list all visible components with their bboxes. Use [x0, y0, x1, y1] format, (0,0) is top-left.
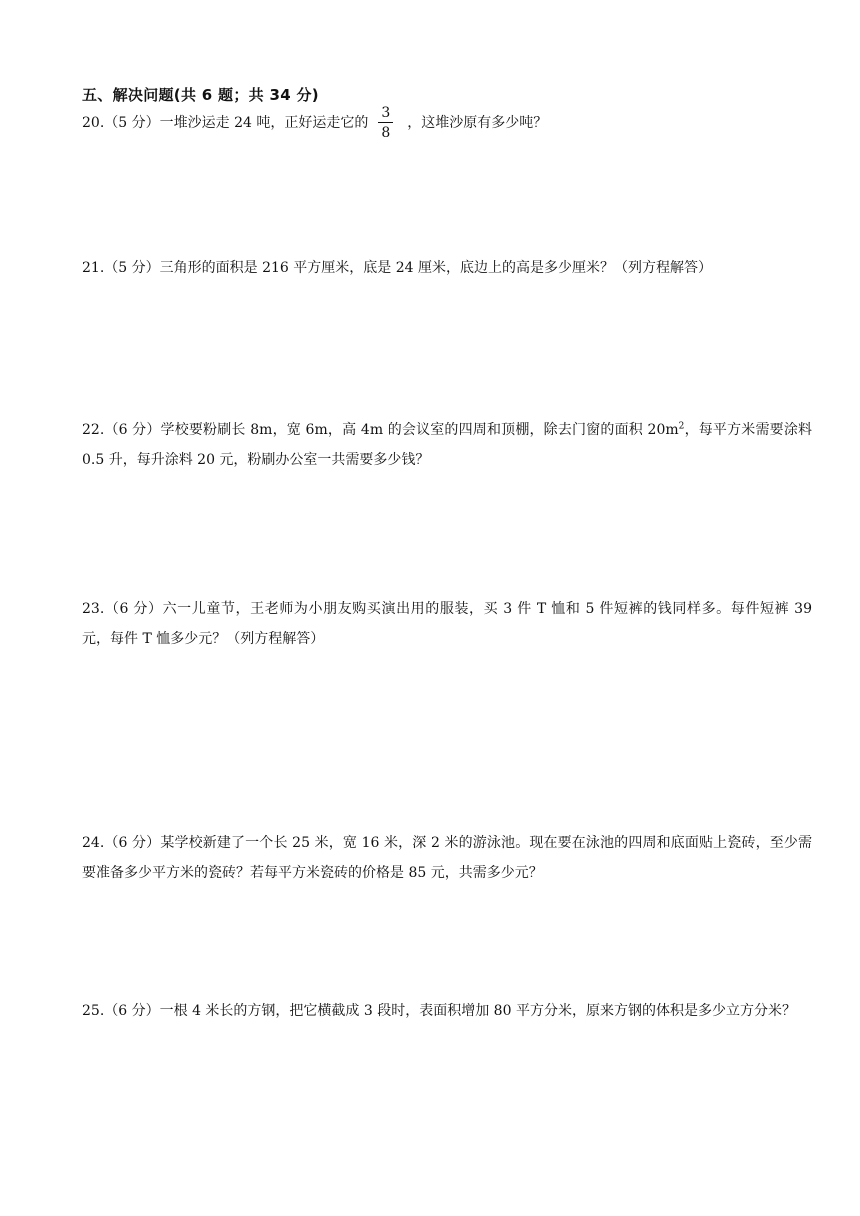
question-20	[82, 106, 812, 140]
question-22-text-b: ，每平方米需要涂料 0.5 升，每升涂料 20 元，粉刷办公室一共需要多少钱？	[82, 422, 812, 468]
question-23-text: 23.（6 分）六一儿童节，王老师为小朋友购买演出用的服装，买 3 件 T 恤和 5 件短裤的钱同样多。每件短裤 39 元，每件 T 恤多少元？（列方程解答）	[82, 601, 812, 647]
section-title: 五、解决问题(共 6 题；共 34 分)	[82, 86, 319, 104]
question-20-suffix: ，这堆沙原有多少吨？	[407, 115, 548, 131]
question-23	[82, 594, 812, 654]
question-25-text: 25.（6 分）一根 4 米长的方钢，把它横截成 3 段时，表面积增加 80 平方分米，原来方钢的体积是多少立方分米？	[82, 1003, 796, 1019]
fraction-numerator: 3	[378, 106, 393, 123]
question-24-text: 24.（6 分）某学校新建了一个长 25 米，宽 16 米，深 2 米的游泳池。现在要在泳池的四周和底面贴上瓷砖，至少需要准备多少平方米的瓷砖？若每平方米瓷砖的价格是 85 元，共需多少元？	[82, 835, 812, 881]
question-22-text-a: 22.（6 分）学校要粉刷长 8m，宽 6m，高 4m 的会议室的四周和顶棚，除去门窗的面积 20m	[82, 422, 679, 438]
question-21-text: 21.（5 分）三角形的面积是 216 平方厘米，底是 24 厘米，底边上的高是多少厘米？（列方程解答）	[82, 260, 712, 276]
question-25	[82, 996, 812, 1026]
question-22	[82, 415, 812, 475]
question-21	[82, 253, 812, 283]
superscript-2: 2	[678, 421, 685, 432]
fraction-denominator: 8	[381, 125, 391, 141]
question-24	[82, 828, 812, 888]
fraction	[378, 106, 393, 140]
question-20-prefix: 20.（5 分）一堆沙运走 24 吨，正好运走它的	[82, 115, 369, 131]
